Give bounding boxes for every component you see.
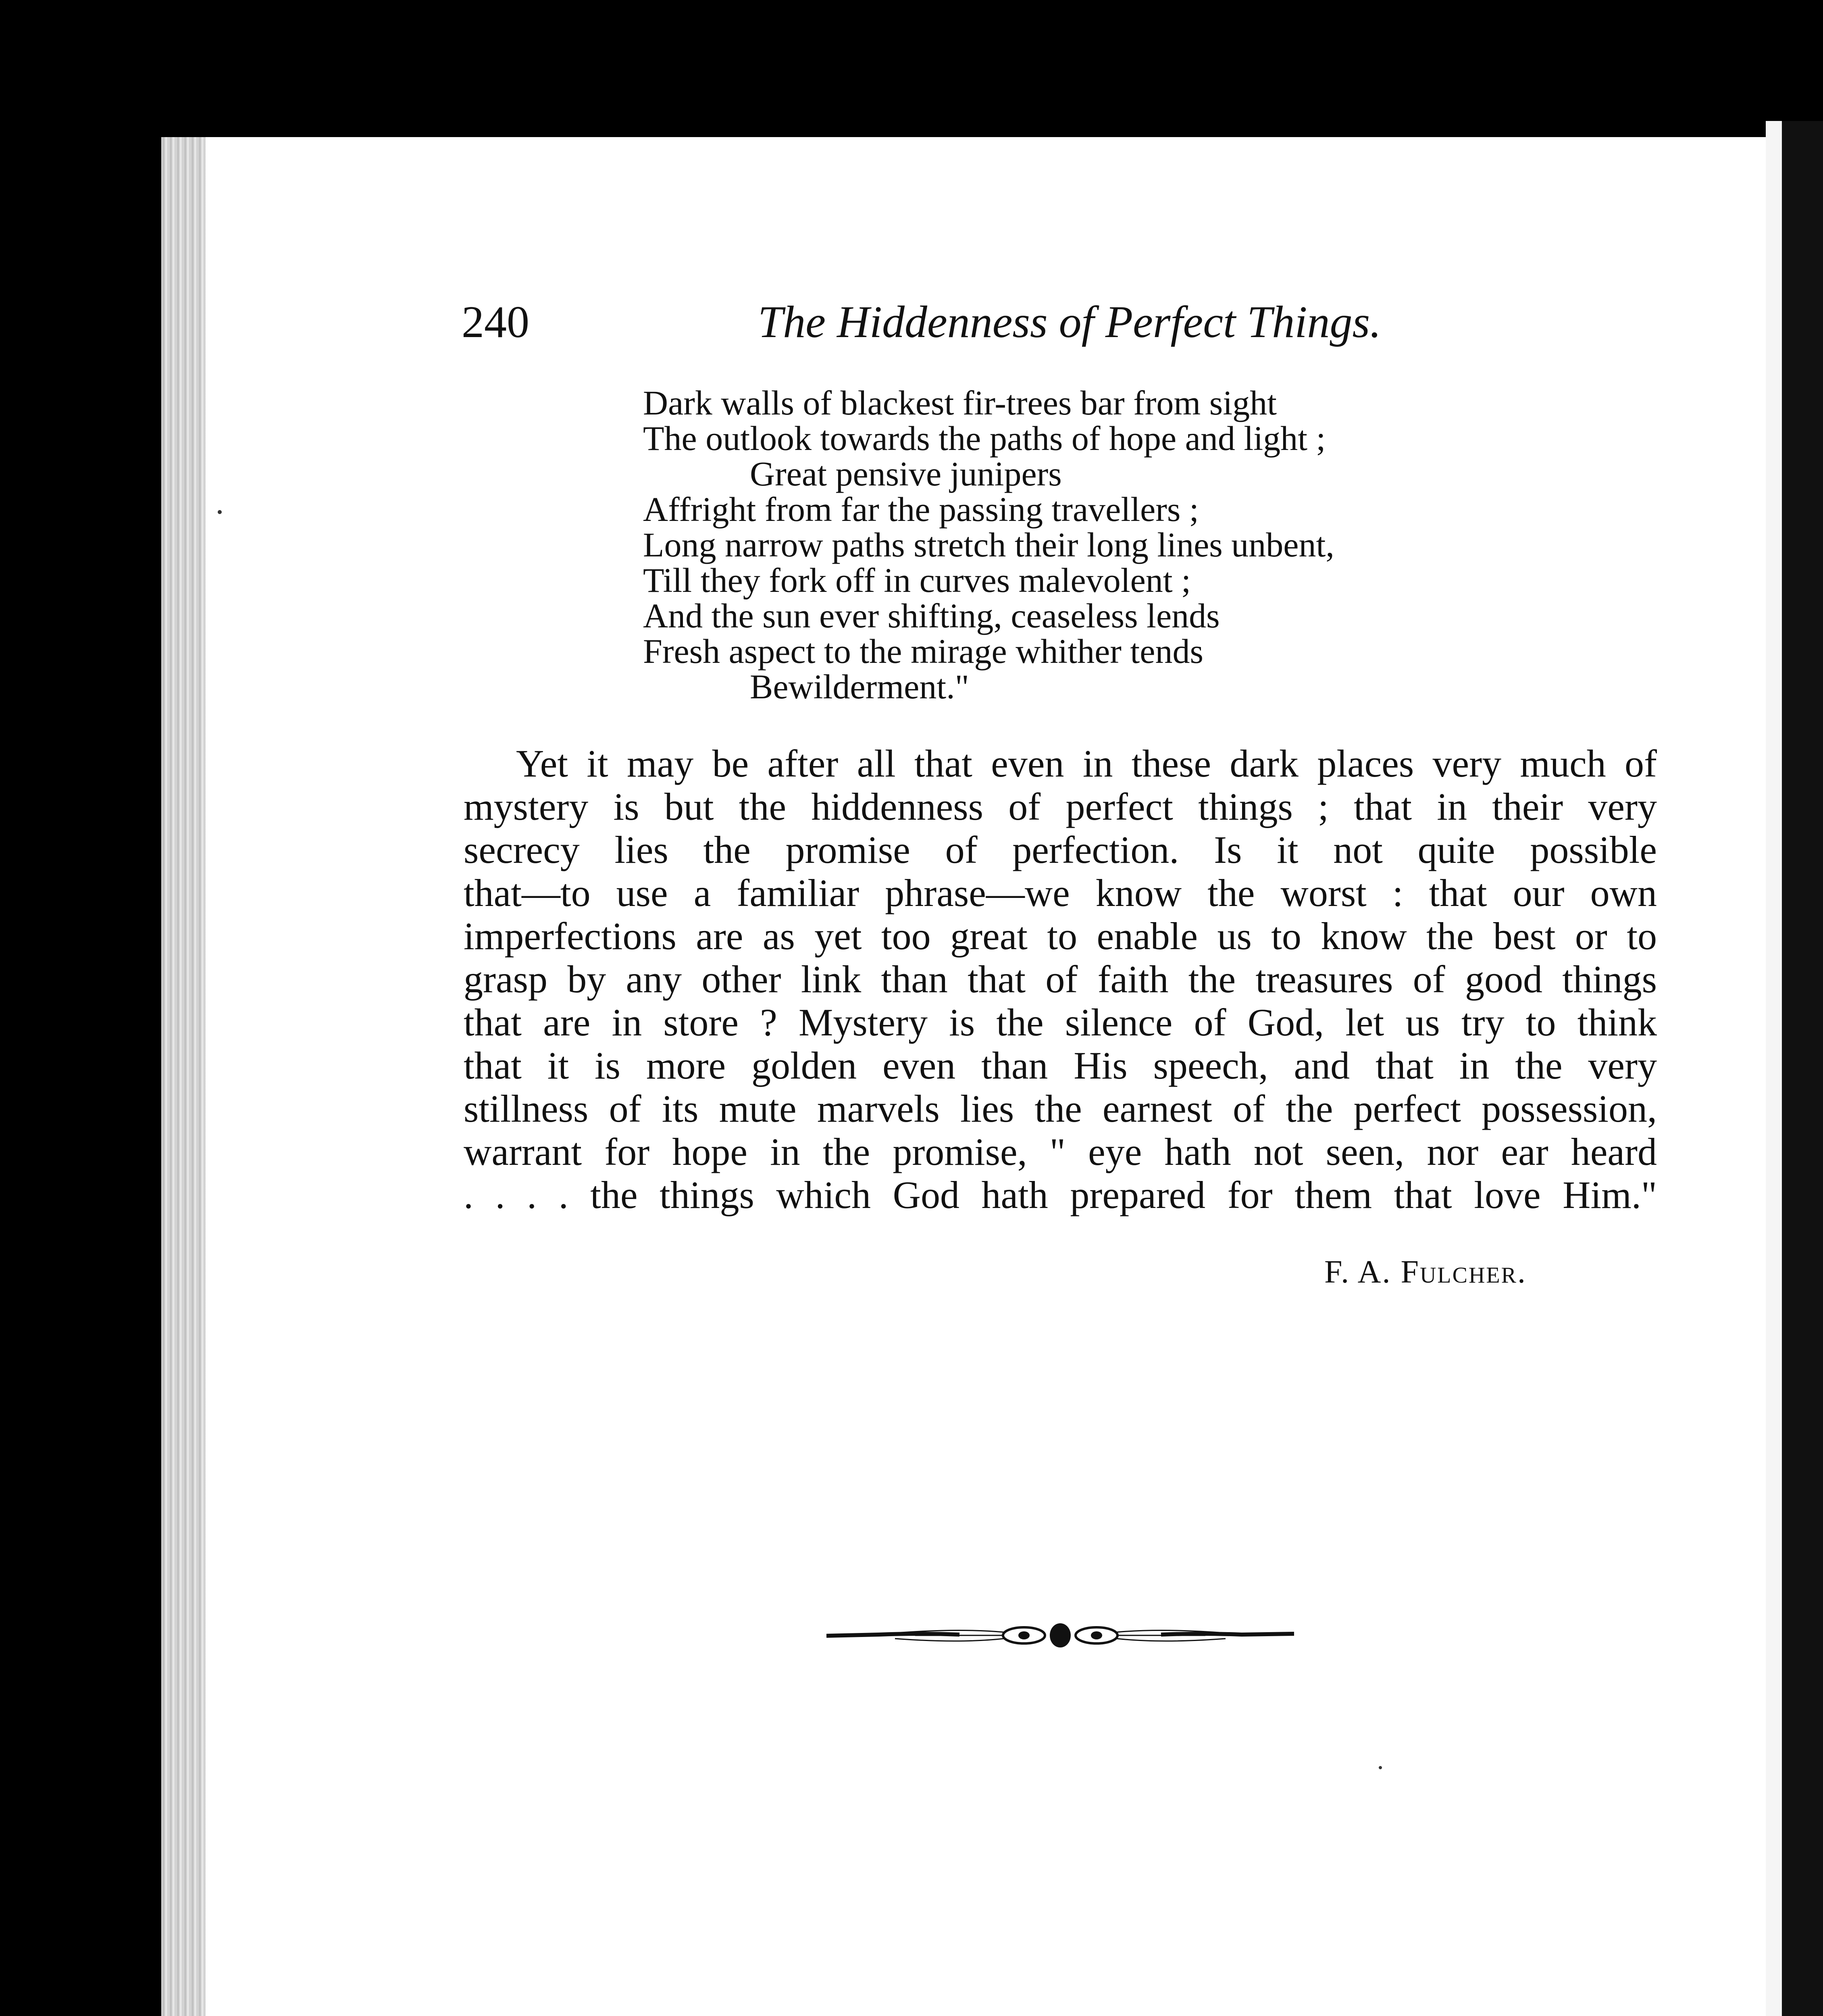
paper-speck <box>1379 1766 1382 1769</box>
prose-line: that—to use a familiar phrase—we know the worst : that our own <box>464 871 1657 914</box>
prose-line: secrecy lies the promise of perfection. Is it not quite possible <box>464 828 1657 871</box>
prose-line: that are in store ? Mystery is the silence of God, let us try to think <box>464 1001 1657 1044</box>
running-title: The Hiddenness of Perfect Things. <box>758 297 1382 347</box>
prose-line: imperfections are as yet too great to enable us to know the best or to <box>464 914 1657 958</box>
prose-line: stillness of its mute marvels lies the earnest of the perfect possession, <box>464 1087 1657 1130</box>
poem-line: Till they fork off in curves malevolent ; <box>643 561 1191 600</box>
poem-line: And the sun ever shifting, ceaseless lends <box>643 596 1220 635</box>
poem-block <box>643 385 1334 704</box>
page-number: 240 <box>462 297 529 347</box>
author-signature: F. A. Fulcher. <box>1324 1254 1527 1290</box>
decorative-ornament <box>826 1617 1294 1653</box>
prose-line: that it is more golden even than His speech, and that in the very <box>464 1044 1657 1087</box>
poem-line: The outlook towards the paths of hope and light ; <box>643 419 1326 458</box>
page-gutter <box>161 137 206 2016</box>
prose-line: grasp by any other link than that of faith the treasures of good things <box>464 958 1657 1001</box>
prose-line: Yet it may be after all that even in these dark places very much of <box>516 742 1657 785</box>
poem-line: Long narrow paths stretch their long lines unbent, <box>643 525 1334 564</box>
poem-line: Dark walls of blackest fir-trees bar from sight <box>643 383 1277 422</box>
prose-line: mystery is but the hiddenness of perfect things ; that in their very <box>464 785 1657 828</box>
poem-line: Bewilderment." <box>750 667 969 706</box>
prose-paragraph <box>464 742 1657 1216</box>
poem-line: Affright from far the passing travellers ; <box>643 490 1199 529</box>
prose-line: . . . . the things which God hath prepared for them that love Him." <box>464 1173 1657 1216</box>
poem-line: Great pensive junipers <box>750 454 1062 493</box>
poem-line: Fresh aspect to the mirage whither tends <box>643 632 1203 671</box>
prose-line: warrant for hope in the promise, " eye hath not seen, nor ear heard <box>464 1130 1657 1173</box>
paper-speck <box>218 510 222 514</box>
facing-page-edge <box>1766 121 1823 2016</box>
